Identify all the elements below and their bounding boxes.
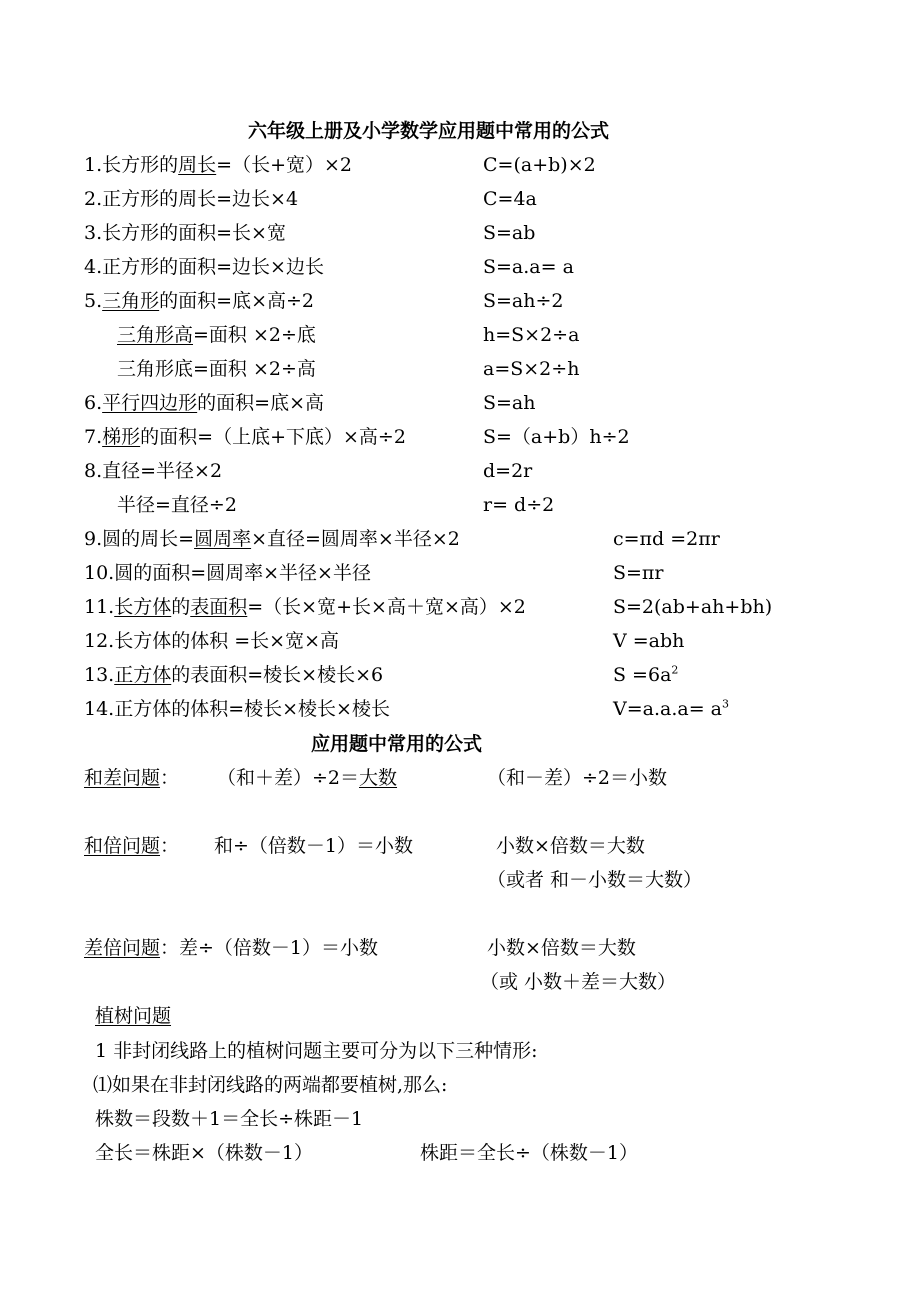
formula-text: 三角形底=面积 ×2÷高 [117, 358, 316, 380]
formula-expression [483, 459, 532, 483]
formula-expression-text: V =abh [613, 630, 685, 652]
formula-expression [483, 187, 537, 211]
formula-text: =（长+宽）×2 [216, 154, 353, 176]
formula-term-underlined: 平行四边形 [102, 392, 198, 414]
formula-text: 半径=直径÷2 [117, 494, 237, 516]
zhishu-line-4b: 株距＝全长÷（株数－1） [420, 1142, 639, 1164]
formula-text: 的表面积=棱长×棱长×6 [171, 664, 384, 686]
formula-exponent: 2 [671, 663, 679, 677]
formula-text: 长方体的体积 =长×宽×高 [114, 630, 340, 652]
formula-text: 的面积=（上底+下底）×高÷2 [140, 426, 406, 448]
formula-text: 的 [171, 596, 191, 618]
formula-number: 14. [84, 698, 115, 720]
formula-row [117, 493, 237, 517]
formula-expression [483, 493, 554, 517]
formula-number: 6. [84, 392, 103, 414]
formula-expression-text: S=ah÷2 [483, 290, 564, 312]
formula-expression-text: C=(a+b)×2 [483, 154, 596, 176]
formula-term-underlined: 三角形高 [117, 324, 194, 346]
formula-number: 9. [84, 528, 103, 550]
zhishu-title: 植树问题 [95, 1005, 172, 1027]
formula-row [84, 697, 390, 721]
formula-expression-text: C=4a [483, 188, 537, 210]
page-title: 六年级上册及小学数学应用题中常用的公式 [248, 120, 610, 142]
formula-expression-text: c=πd =2πr [613, 528, 720, 550]
formula-expression [483, 391, 536, 415]
formula-row [84, 561, 371, 585]
formula-expression [613, 595, 772, 619]
formula-expression [613, 697, 729, 721]
hebei-formula-3: （或者 和－小数＝大数） [487, 869, 703, 891]
formula-expression [483, 221, 535, 245]
chabei-line [84, 936, 378, 960]
formula-term-underlined: 圆周率 [194, 528, 252, 550]
formula-text: =面积 ×2÷底 [193, 324, 316, 346]
formula-text: 圆的周长= [102, 528, 195, 550]
chabei-formula-3: （或 小数＋差＝大数） [480, 971, 677, 993]
hebei-formula-2: 小数×倍数＝大数 [496, 835, 645, 857]
formula-expression-text: r= d÷2 [483, 494, 555, 516]
formula-expression-text: V=a.a.a= a [613, 698, 722, 720]
formula-number: 2. [84, 188, 103, 210]
formula-expression-text: h=S×2÷a [483, 324, 580, 346]
formula-row [84, 221, 286, 245]
formula-expression-text: S=ah [483, 392, 536, 414]
formula-expression [483, 357, 579, 381]
formula-expression-text: S=2(ab+ah+bh) [613, 596, 773, 618]
formula-row [84, 629, 339, 653]
formula-expression [613, 527, 720, 551]
formula-row [117, 323, 316, 347]
hecha-label: 和差问题 [84, 767, 161, 789]
formula-number: 4. [84, 256, 103, 278]
formula-text: 直径=半径×2 [102, 460, 223, 482]
formula-expression-text: a=S×2÷h [483, 358, 580, 380]
formula-expression-text: S =6a [613, 664, 672, 686]
formula-text: 的面积=底×高÷2 [159, 290, 315, 312]
formula-row [84, 187, 298, 211]
zhishu-line-1: 1 非封闭线路上的植树问题主要可分为以下三种情形: [95, 1040, 538, 1062]
formula-expression-text: S=（a+b）h÷2 [483, 426, 630, 448]
formula-number: 12. [84, 630, 115, 652]
formula-row [84, 289, 314, 313]
formula-expression-text: S=a.a= a [483, 256, 574, 278]
formula-number: 8. [84, 460, 103, 482]
formula-expression [613, 561, 664, 585]
formula-expression [483, 323, 579, 347]
formula-expression-text: S=ab [483, 222, 536, 244]
formula-term-underlined: 长方体 [114, 596, 172, 618]
formula-row [117, 357, 316, 381]
formula-term-underlined: 周长 [178, 154, 217, 176]
formula-row [84, 153, 352, 177]
formula-number: 13. [84, 664, 115, 686]
formula-text: 正方体的体积=棱长×棱长×棱长 [114, 698, 390, 720]
formula-number: 7. [84, 426, 103, 448]
formula-number: 3. [84, 222, 103, 244]
formula-number: 1. [84, 154, 103, 176]
formula-term-underlined: 梯形 [102, 426, 141, 448]
formula-number: 10. [84, 562, 115, 584]
hebei-label: 和倍问题 [84, 835, 161, 857]
formula-expression [613, 663, 678, 687]
chabei-label: 差倍问题 [84, 937, 161, 959]
formula-text: 圆的面积=圆周率×半径×半径 [114, 562, 371, 584]
formula-expression [613, 629, 684, 653]
formula-expression [483, 289, 564, 313]
formula-text: 长方形的面积=长×宽 [102, 222, 286, 244]
hebei-formula-1: 和÷（倍数－1）＝小数 [214, 835, 414, 857]
hecha-formula-1-underlined: 大数 [359, 767, 398, 789]
zhishu-line-4a: 全长＝株距×（株数－1） [95, 1142, 314, 1164]
formula-text: 正方形的面积=边长×边长 [102, 256, 324, 278]
formula-row [84, 391, 324, 415]
hebei-colon: ： [160, 835, 180, 857]
formula-term-underlined: 表面积 [190, 596, 248, 618]
formula-row [84, 527, 460, 551]
hecha-formula-2: （和－差）÷2＝小数 [487, 767, 668, 789]
zhishu-line-3: 株数＝段数＋1＝全长÷株距－1 [95, 1108, 364, 1130]
formula-exponent: 3 [722, 697, 729, 711]
zhishu-line-2: ⑴如果在非封闭线路的两端都要植树,那么: [93, 1074, 448, 1096]
formula-row [84, 459, 222, 483]
hecha-colon: ： [160, 767, 180, 789]
chabei-formula-1: ：差÷（倍数－1）＝小数 [160, 937, 379, 959]
formula-row [84, 425, 406, 449]
formula-number: 11. [84, 596, 115, 618]
hecha-formula-1-text: （和＋差）÷2＝ [217, 767, 360, 789]
formula-row [84, 255, 324, 279]
formula-expression-text: d=2r [483, 460, 533, 482]
formula-row [84, 663, 383, 687]
formula-expression [483, 255, 574, 279]
chabei-formula-2: 小数×倍数＝大数 [487, 937, 636, 959]
section-title: 应用题中常用的公式 [311, 733, 483, 755]
formula-text: ×直径=圆周率×半径×2 [251, 528, 460, 550]
formula-text: =（长×宽+长×高＋宽×高）×2 [247, 596, 526, 618]
formula-text: 长方形的 [102, 154, 179, 176]
formula-number: 5. [84, 290, 103, 312]
formula-row [84, 595, 526, 619]
formula-term-underlined: 正方体 [114, 664, 172, 686]
hecha-formula-1 [217, 766, 397, 790]
formula-term-underlined: 三角形 [102, 290, 160, 312]
formula-text: 的面积=底×高 [197, 392, 324, 414]
formula-expression [483, 425, 630, 449]
formula-expression [483, 153, 596, 177]
formula-text: 正方形的周长=边长×4 [102, 188, 299, 210]
formula-expression-text: S=πr [613, 562, 664, 584]
